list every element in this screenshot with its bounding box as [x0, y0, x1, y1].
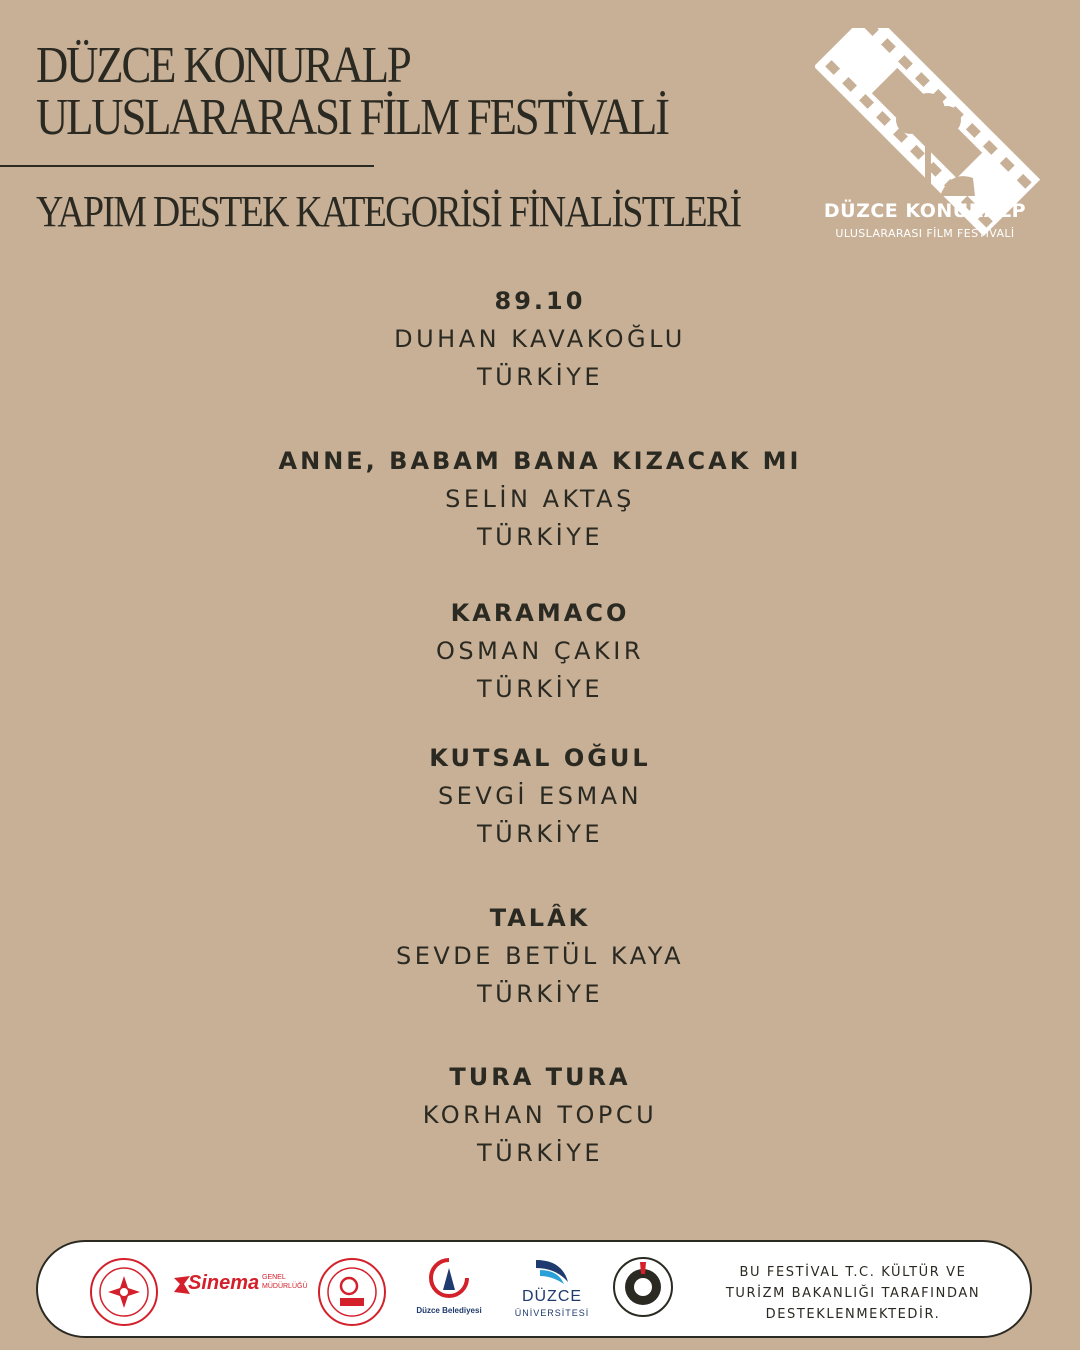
- director-name: SELİN AKTAŞ: [445, 485, 635, 513]
- support-line1: BU FESTİVAL T.C. KÜLTÜR VE: [739, 1265, 967, 1280]
- support-statement: [703, 1262, 1003, 1325]
- festival-title-line1: DÜZCE KONURALP: [36, 37, 410, 94]
- support-line2: TURİZM BAKANLIĞI TARAFINDAN: [725, 1286, 981, 1301]
- universite-logo: [506, 1256, 598, 1326]
- belediye-mark-icon: [427, 1256, 471, 1302]
- title-divider: [0, 165, 374, 167]
- festival-title-line2: ULUSLARARASI FİLM FESTİVALİ: [36, 89, 668, 146]
- country: TÜRKİYE: [476, 980, 604, 1008]
- sinema-logo-sub1: GENEL: [262, 1274, 286, 1281]
- country: TÜRKİYE: [476, 675, 604, 703]
- film-title: ANNE, BABAM BANA KIZACAK MI: [278, 447, 802, 475]
- country: TÜRKİYE: [476, 523, 604, 551]
- sinema-logo-text: Sinema: [188, 1272, 260, 1294]
- director-name: OSMAN ÇAKIR: [436, 637, 644, 665]
- festival-title: [36, 37, 668, 146]
- category-subtitle: YAPIM DESTEK KATEGORİSİ FİNALİSTLERİ: [36, 187, 741, 236]
- director-name: SEVGİ ESMAN: [437, 782, 643, 810]
- support-line3: DESTEKLENMEKTEDİR.: [765, 1307, 941, 1322]
- finalist-entry: [0, 739, 1080, 853]
- logo-subtitle: ULUSLARARASI FİLM FESTİVALİ: [835, 227, 1015, 240]
- country: TÜRKİYE: [476, 363, 604, 391]
- finalist-entry: [0, 594, 1080, 708]
- country: TÜRKİYE: [476, 1139, 604, 1167]
- association-seal-icon: [612, 1256, 674, 1318]
- finalist-entry: [0, 442, 1080, 556]
- sinema-logo: [172, 1272, 308, 1312]
- director-name: SEVDE BETÜL KAYA: [395, 942, 685, 970]
- logo-name: DÜZCE KONURALP: [823, 200, 1027, 222]
- universite-logo-text2: ÜNİVERSİTESİ: [514, 1308, 590, 1318]
- ministry-seal-icon: [88, 1256, 160, 1328]
- universite-logo-text1: DÜZCE: [521, 1288, 583, 1305]
- film-title: 89.10: [494, 287, 586, 315]
- country: TÜRKİYE: [476, 820, 604, 848]
- universite-mark-icon: [532, 1256, 572, 1286]
- director-name: DUHAN KAVAKOĞLU: [394, 325, 686, 353]
- film-title: TALÂK: [489, 904, 591, 932]
- director-name: KORHAN TOPCU: [422, 1101, 658, 1129]
- sinema-logo-sub2: MÜDÜRLÜĞÜ: [262, 1283, 308, 1290]
- film-title: TURA TURA: [449, 1063, 631, 1091]
- governorship-seal-icon: [316, 1256, 388, 1328]
- film-title: KUTSAL OĞUL: [429, 744, 651, 772]
- film-title: KARAMACO: [450, 599, 630, 627]
- belediye-logo-text: Düzce Belediyesi: [416, 1306, 482, 1315]
- finalist-entry: [0, 282, 1080, 396]
- finalist-entry: [0, 899, 1080, 1013]
- sponsor-footer: [36, 1240, 1032, 1338]
- belediye-logo: [414, 1256, 484, 1326]
- finalist-entry: [0, 1058, 1080, 1172]
